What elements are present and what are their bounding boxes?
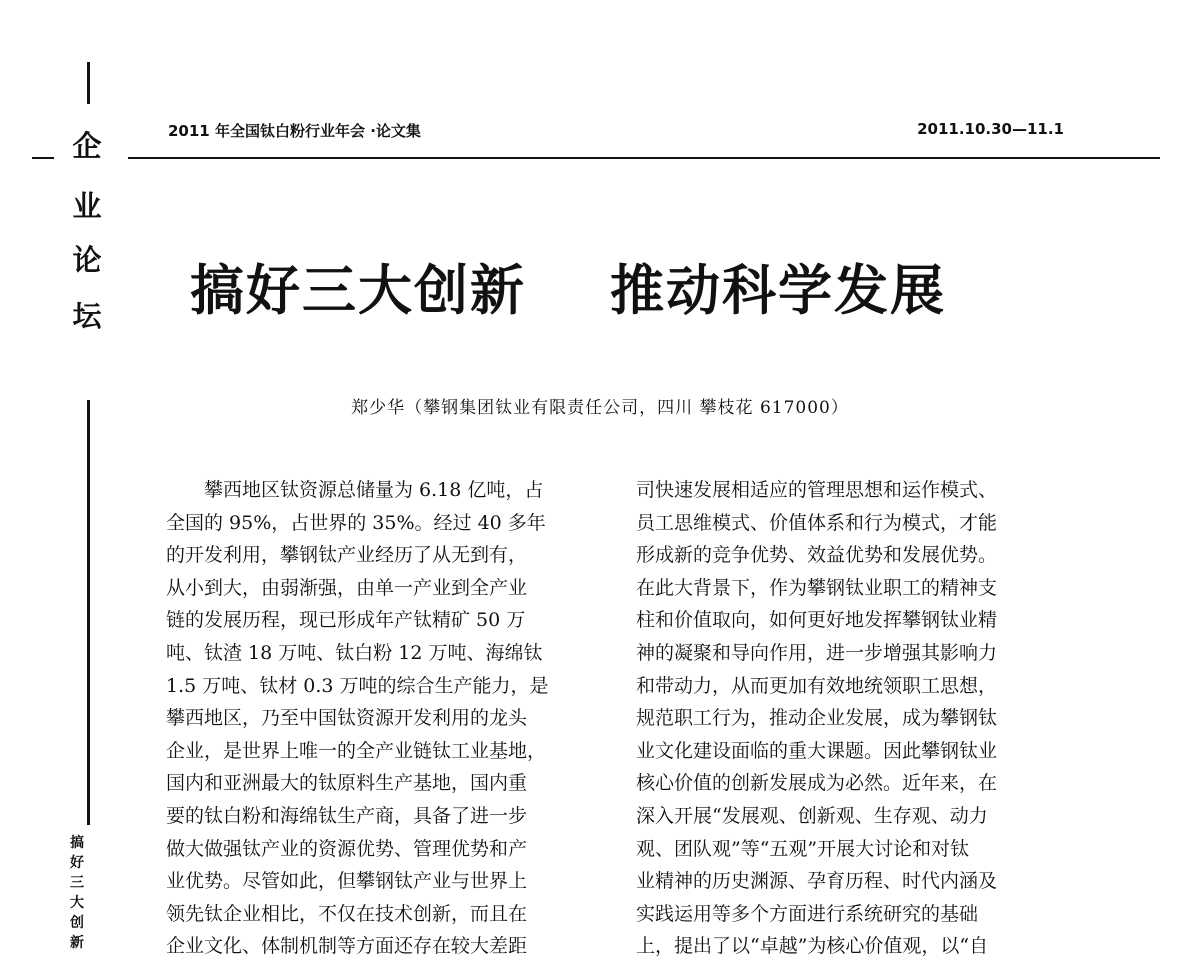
runner-char: 好 [70, 855, 84, 871]
text-line: 神的凝聚和导向作用，进一步增强其影响力 [636, 641, 998, 664]
text-line: 1.5 万吨、钛材 0.3 万吨的综合生产能力，是 [166, 674, 549, 697]
side-dash [32, 157, 54, 159]
text-line: 形成新的竞争优势、效益优势和发展优势。 [636, 544, 998, 567]
header-rule [128, 157, 1160, 159]
runner-char: 创 [70, 915, 84, 931]
text-line: 实践运用等多个方面进行系统研究的基础 [636, 902, 979, 925]
date-header: 2011.10.30—11.1 [917, 120, 1064, 138]
text-line: 业精神的历史渊源、孕育历程、时代内涵及 [636, 870, 998, 893]
sidebar-char: 业 [72, 189, 102, 223]
text-line: 核心价值的创新发展成为必然。近年来，在 [636, 772, 998, 795]
runner-char: 大 [70, 895, 84, 911]
running-title-vertical [66, 833, 88, 953]
text-line: 观、团队观”等“五观”开展大讨论和对钛 [636, 837, 970, 860]
title-part-2: 推动科学发展 [610, 259, 946, 322]
top-vertical-rule [87, 62, 90, 104]
title-part-1: 搞好三大创新 [190, 259, 526, 322]
body-column-right [636, 474, 1056, 963]
text-line: 企业，是世界上唯一的全产业链钛工业基地， [166, 739, 547, 762]
text-line: 员工思维模式、价值体系和行为模式，才能 [636, 511, 998, 534]
body-column-left [166, 474, 586, 963]
article-title [190, 248, 946, 325]
runner-char: 三 [70, 875, 84, 891]
sidebar-char: 坛 [72, 299, 102, 333]
runner-char: 新 [70, 935, 84, 951]
text-line: 要的钛白粉和海绵钛生产商，具备了进一步 [166, 804, 528, 827]
text-line: 业优势。尽管如此，但攀钢钛产业与世界上 [166, 870, 528, 893]
text-line: 全国的 95%，占世界的 35%。经过 40 多年 [166, 511, 546, 534]
sidebar-char: 企 [72, 129, 102, 163]
text-line: 业文化建设面临的重大课题。因此攀钢钛业 [636, 739, 998, 762]
text-line: 和带动力，从而更加有效地统领职工思想， [636, 674, 998, 697]
text-line: 深入开展“发展观、创新观、生存观、动力 [636, 804, 988, 827]
side-vertical-rule [87, 400, 90, 825]
text-line: 领先钛企业相比，不仅在技术创新，而且在 [166, 902, 528, 925]
text-line: 企业文化、体制机制等方面还存在较大差距 [166, 935, 528, 958]
runner-char: 搞 [70, 835, 84, 851]
text-line: 从小到大，由弱渐强，由单一产业到全产业 [166, 576, 528, 599]
journal-header: 2011 年全国钛白粉行业年会 ·论文集 [168, 122, 421, 140]
text-line: 规范职工行为，推动企业发展，成为攀钢钛 [636, 707, 998, 730]
text-line: 司快速发展相适应的管理思想和运作模式、 [636, 479, 998, 501]
text-line: 国内和亚洲最大的钛原料生产基地，国内重 [166, 772, 528, 795]
text-line: 链的发展历程，现已形成年产钛精矿 50 万 [166, 609, 526, 632]
text-line: 的开发利用，攀钢钛产业经历了从无到有， [166, 544, 528, 567]
text-line: 柱和价值取向，如何更好地发挥攀钢钛业精 [636, 609, 998, 632]
text-line: 攀西地区钛资源总储量为 6.18 亿吨，占 [166, 479, 544, 501]
text-line: 做大做强钛产业的资源优势、管理优势和产 [166, 837, 528, 860]
author-line: 郑少华（攀钢集团钛业有限责任公司，四川 攀枝花 617000） [351, 398, 849, 418]
text-line: 在此大背景下，作为攀钢钛业职工的精神支 [636, 576, 998, 599]
text-line: 攀西地区，乃至中国钛资源开发利用的龙头 [166, 707, 528, 730]
sidebar-char: 论 [72, 243, 102, 277]
text-line: 上，提出了以“卓越”为核心价值观，以“自 [636, 935, 989, 958]
text-line: 吨、钛渣 18 万吨、钛白粉 12 万吨、海绵钛 [166, 641, 543, 664]
